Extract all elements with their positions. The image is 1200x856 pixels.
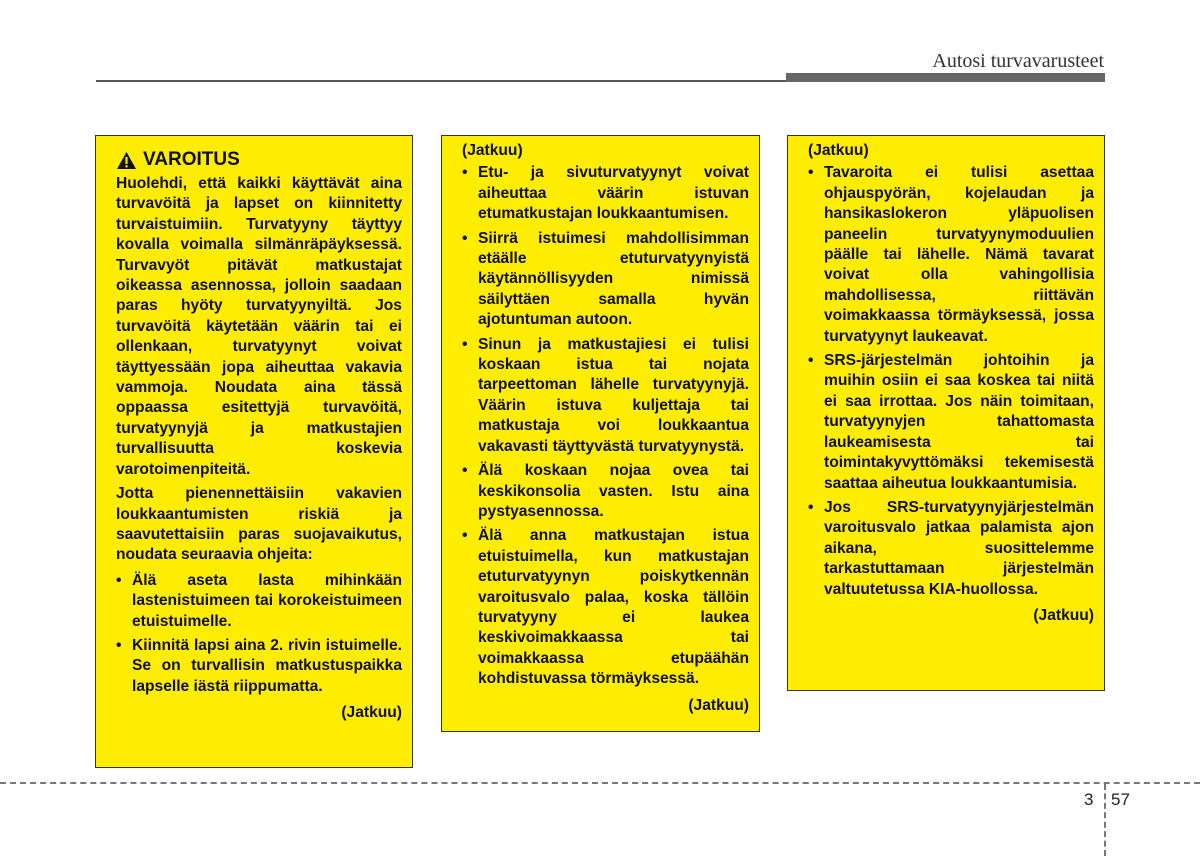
- header-rule-accent: [786, 73, 1105, 82]
- list-item: • Älä aseta lasta mihinkään lastenistuimeen tai korokeistuimeen etuistuimelle.: [116, 571, 402, 632]
- list-item: • Älä koskaan nojaa ovea tai keskikonsolia vasten. Istu aina pystyasennossa.: [462, 461, 749, 522]
- footer-divider: [0, 782, 1200, 784]
- bullet-list: [116, 571, 402, 697]
- continued-label: (Jatkuu): [1033, 606, 1094, 624]
- list-item: • Tavaroita ei tulisi asettaa ohjauspyörän, kojelaudan ja hansikaslokeron yläpuolisen paneelin turvatyynymoduulien päälle tai lähelle. Nämä tavarat voivat olla vahingollisia mahdollisessa, riittävän voimakkaassa törmäyksessä, jossa turvatyynyt laukeavat.: [808, 163, 1094, 347]
- list-item: • SRS-järjestelmän johtoihin ja muihin osiin ei saa koskea tai niitä ei saa irrottaa. Jos näin toimitaan, turvatyynyjen tahattomasta laukeamisesta tai toimintakyvyttömäksi tekemisestä saattaa aiheutua loukkaantumisia.: [808, 351, 1094, 494]
- list-item: • Etu- ja sivuturvatyynyt voivat aiheuttaa väärin istuvan etumatkustajan loukkaantumisen.: [462, 163, 749, 224]
- list-item: • Älä anna matkustajan istua etuistuimella, kun matkustajan etuturvatyynyn poiskytkennän varoitusvalo palaa, koska tällöin turvatyyny ei laukea keskivoimakkaassa tai voimakkaassa etupäähän kohdistuvassa törmäyksessä.: [462, 526, 749, 689]
- chapter-number: 3: [1084, 790, 1094, 809]
- bullet-list: [808, 163, 1094, 600]
- page-number-divider: [1104, 784, 1106, 856]
- warning-box-2: [441, 135, 760, 732]
- continued-label: (Jatkuu): [341, 704, 402, 722]
- warning-box-1: [95, 135, 413, 768]
- list-item: • Jos SRS-turvatyynyjärjestelmän varoitusvalo jatkaa palamista ajon aikana, suosittelemme tarkastuttamaan järjestelmän valtuutetussa KIA-huollossa.: [808, 498, 1094, 600]
- list-item: • Sinun ja matkustajiesi ei tulisi koskaan istua tai nojata tarpeettoman lähelle turvatyynyjä. Väärin istuva kuljettaja tai matkustaja voi loukkaantua vakavasti täyttyvästä turvatyynystä.: [462, 335, 749, 457]
- page-number: 57: [1111, 790, 1130, 809]
- warning-triangle-icon: [116, 151, 137, 170]
- continued-label: (Jatkuu): [688, 696, 749, 714]
- warning-paragraph: Jotta pienennettäisiin vakavien loukkaantumisten riskiä ja saavutettaisiin paras suojavaikutus, noudata seuraavia ohjeita:: [116, 485, 402, 564]
- warning-heading: [116, 147, 402, 173]
- section-title: Autosi turvavarusteet: [932, 50, 1104, 72]
- continued-heading: (Jatkuu): [462, 142, 523, 159]
- warning-paragraph: Huolehdi, että kaikki käyttävät aina turvavöitä ja lapset on kiinnitetty turvaistuimiin. Turvatyyny täyttyy kovalla voimalla silmänräpäyksessä. Turvavyöt pitävät matkustajat oikeassa asennossa, jolloin saadaan paras hyöty turvatyynyiltä. Jos turvavöitä käytetään väärin tai ei ollenkaan, turvatyynyt voivat täyttyessään jopa aiheuttaa vakavia vammoja. Noudata aina tässä oppaassa esitettyjä turvavöitä, turvatyynyjä ja matkustajien turvallisuutta koskevia varotoimenpiteitä.: [116, 175, 402, 478]
- bullet-list: [462, 163, 749, 689]
- header-rule: [96, 80, 788, 82]
- continued-heading: (Jatkuu): [808, 142, 869, 159]
- warning-box-3: [787, 135, 1105, 691]
- list-item: • Kiinnitä lapsi aina 2. rivin istuimelle. Se on turvallisin matkustuspaikka lapselle iästä riippumatta.: [116, 636, 402, 697]
- list-item: • Siirrä istuimesi mahdollisimman etäälle etuturvatyynyistä käytännöllisyyden nimissä säilyttäen samalla hyvän ajotuntuman autoon.: [462, 229, 749, 331]
- warning-heading-label: VAROITUS: [143, 149, 240, 170]
